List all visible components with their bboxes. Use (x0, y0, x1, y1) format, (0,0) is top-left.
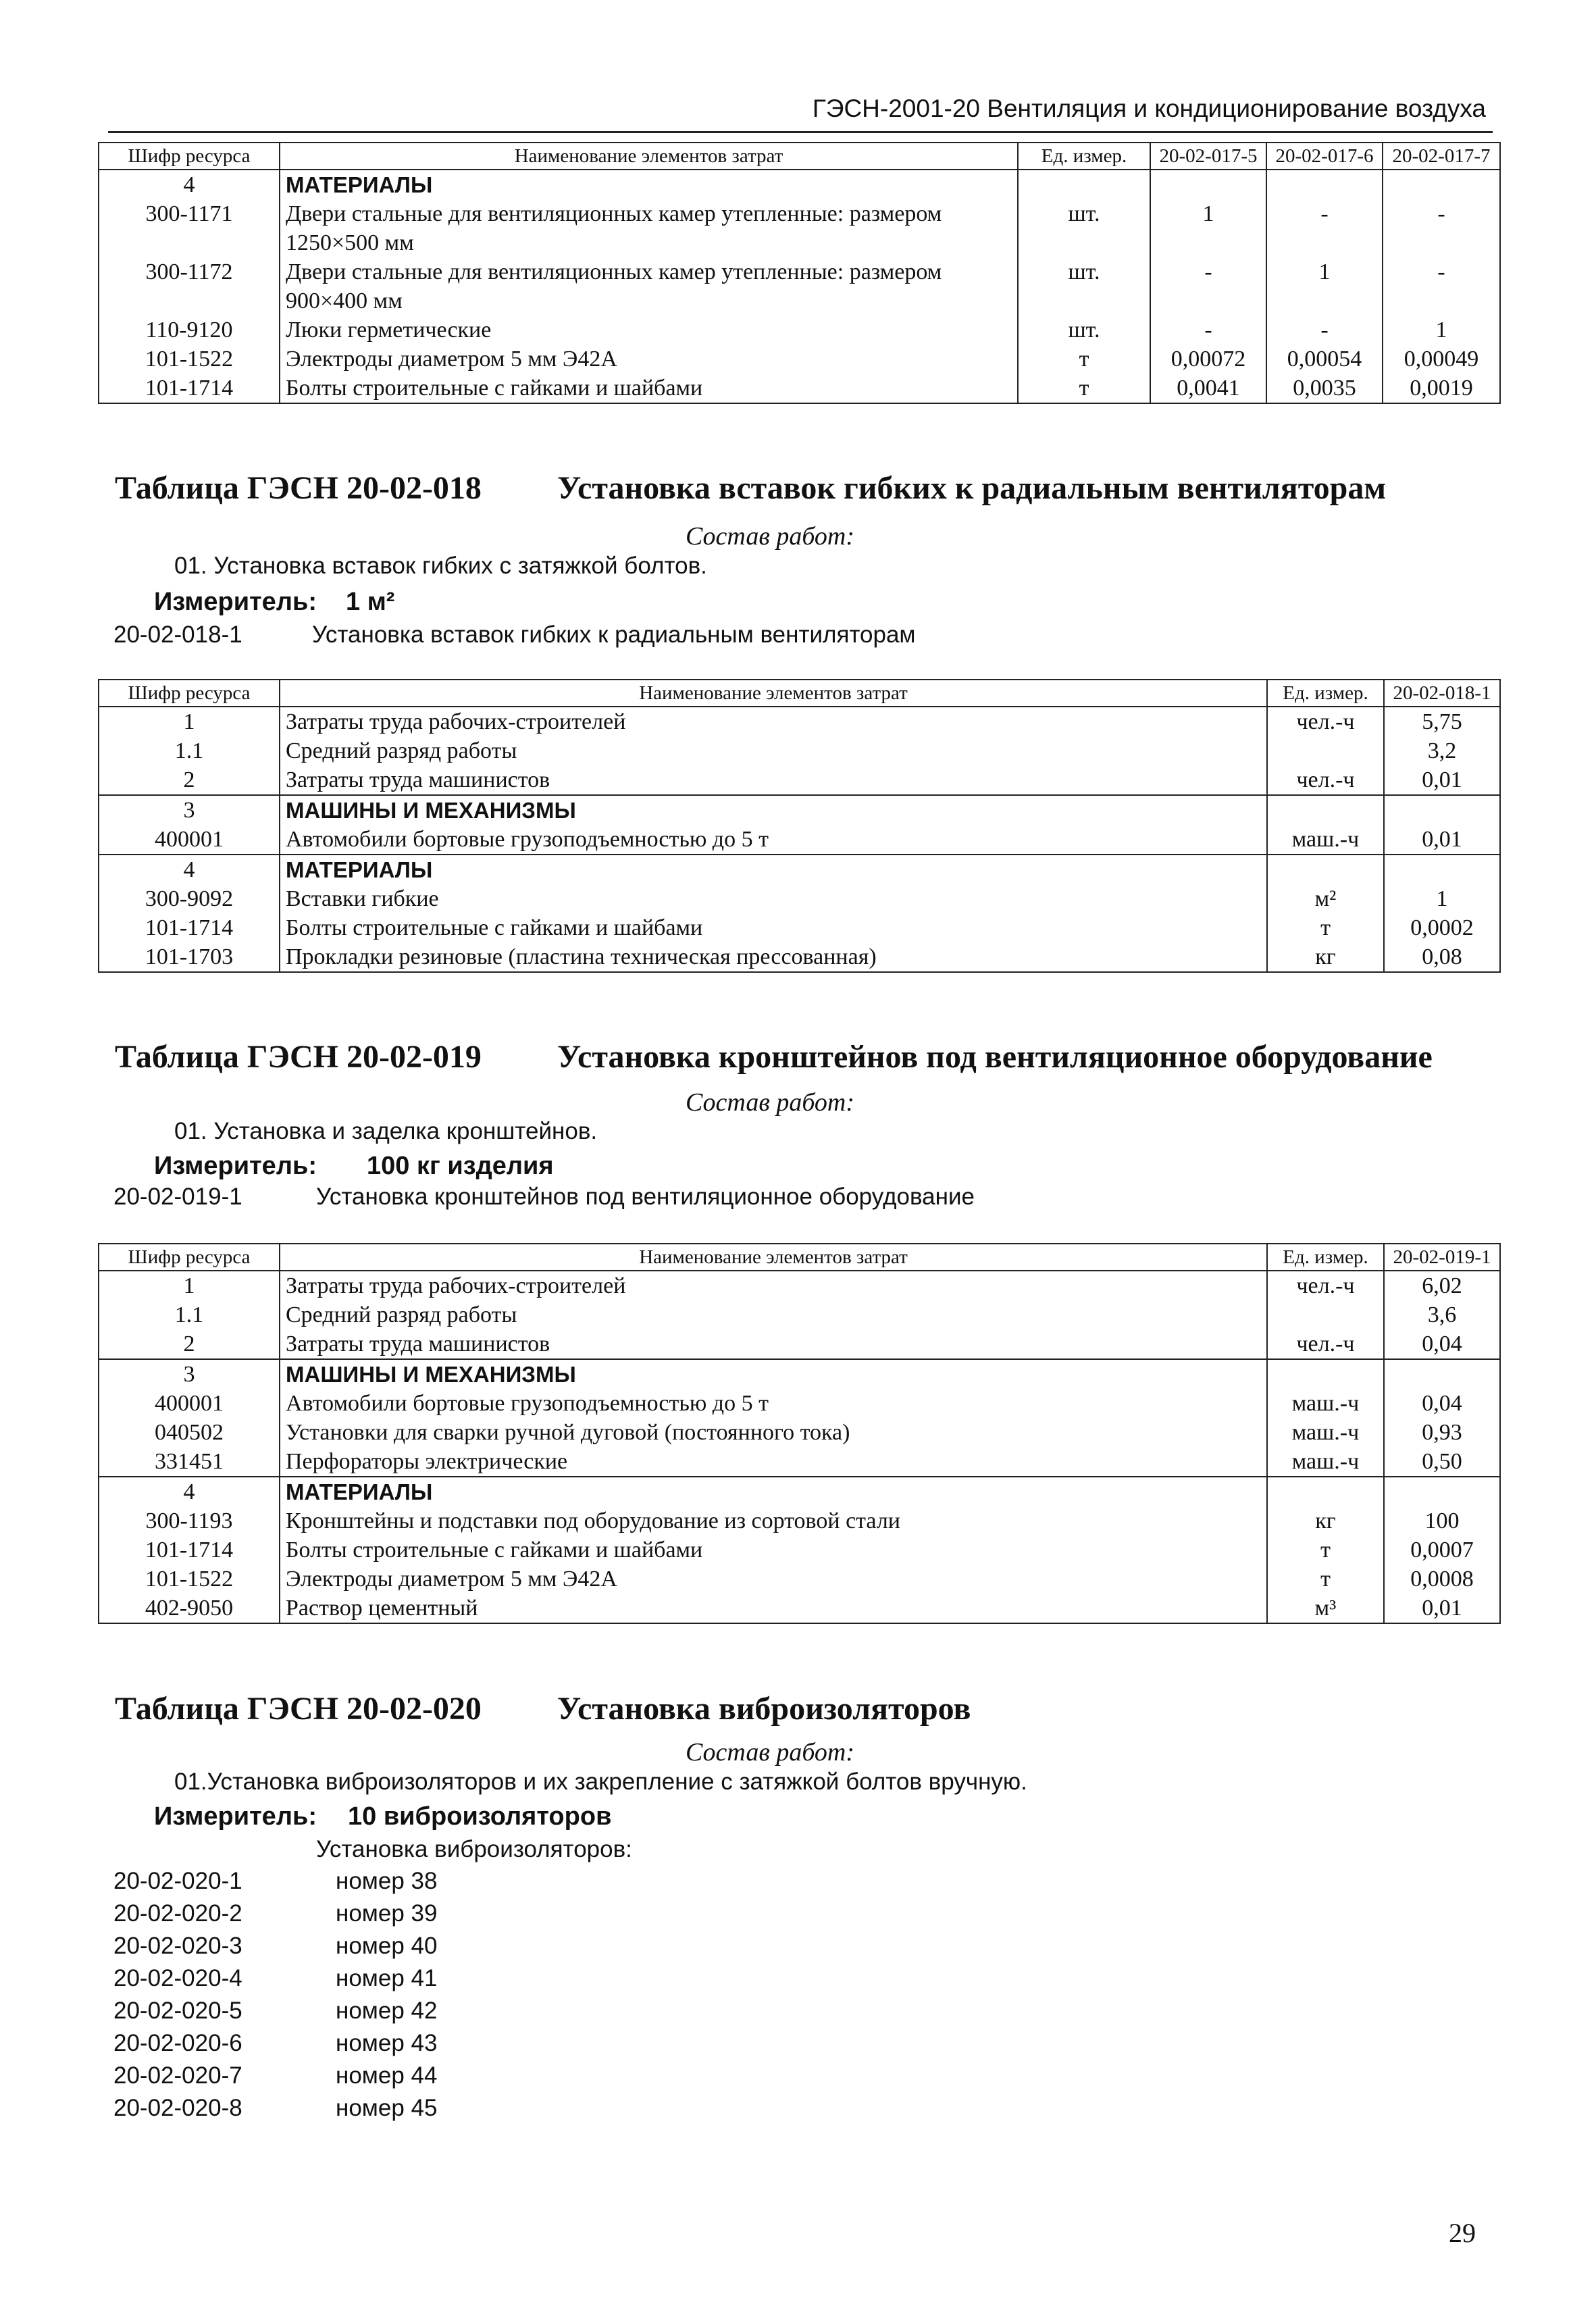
unit: шт. (1018, 199, 1150, 257)
unit: шт. (1018, 257, 1150, 315)
table-title-number: Таблица ГЭСН 20-02-020 (115, 1691, 482, 1727)
resource-name: Болты строительные с гайками и шайбами (280, 374, 1018, 403)
resource-code: 110-9120 (99, 315, 280, 345)
norm-value: - (1150, 315, 1266, 345)
unit: кг (1267, 1506, 1384, 1535)
column-header-unit: Ед. измер. (1018, 143, 1150, 170)
norm-code: 20-02-018-1 (113, 621, 242, 648)
table-body (99, 707, 1500, 972)
resource-name: Перфораторы электрические (280, 1447, 1267, 1477)
unit: т (1018, 345, 1150, 374)
resource-name: Автомобили бортовые грузоподъемностью до 5 т (280, 825, 1267, 855)
table-row (99, 942, 1500, 972)
norm-code: 20-02-020-2 (113, 1900, 242, 1927)
unit: чел.-ч (1267, 1271, 1384, 1300)
section-heading: МАТЕРИАЛЫ (280, 855, 1267, 884)
table-title-number: Таблица ГЭСН 20-02-019 (115, 1039, 482, 1075)
norm-value: 0,0008 (1384, 1565, 1500, 1594)
resource-name: Кронштейны и подставки под оборудование из сортовой стали (280, 1506, 1267, 1535)
unit: чел.-ч (1267, 707, 1384, 736)
norm-code: 20-02-020-3 (113, 1933, 242, 1959)
column-header-name: Наименование элементов затрат (280, 1244, 1267, 1271)
column-header-norm: 20-02-017-5 (1150, 143, 1266, 170)
work-item: 01. Установка и заделка кронштейнов. (174, 1118, 598, 1144)
table-title-name: Установка вставок гибких к радиальным вентиляторам (557, 470, 1387, 506)
column-header-unit: Ед. измер. (1267, 1244, 1384, 1271)
norm-name: номер 42 (336, 1998, 438, 2024)
norm-name: Установка кронштейнов под вентиляционное оборудование (316, 1184, 975, 1210)
unit (1267, 1300, 1384, 1329)
norm-value: 0,50 (1384, 1447, 1500, 1477)
resource-name: Болты строительные с гайками и шайбами (280, 913, 1267, 942)
norm-code: 20-02-020-1 (113, 1868, 242, 1894)
resource-code: 300-1172 (99, 257, 280, 315)
table-section-row (99, 855, 1500, 884)
column-header-code: Шифр ресурса (99, 1244, 280, 1271)
list-title: Установка виброизоляторов: (316, 1836, 632, 1862)
unit: т (1267, 1565, 1384, 1594)
norm-value: - (1383, 257, 1500, 315)
norm-value (1384, 1359, 1500, 1389)
unit (1018, 170, 1150, 199)
table-section-row (99, 1477, 1500, 1506)
table-row (99, 1418, 1500, 1447)
unit: шт. (1018, 315, 1150, 345)
unit (1267, 736, 1384, 765)
table-20-02-017 (98, 142, 1501, 404)
resource-code: 1.1 (99, 736, 280, 765)
table-row (99, 345, 1500, 374)
resource-name: Электроды диаметром 5 мм Э42А (280, 1565, 1267, 1594)
norm-name: номер 39 (336, 1900, 438, 1927)
page-number: 29 (1449, 2218, 1476, 2248)
norm-value (1266, 170, 1383, 199)
resource-code: 3 (99, 795, 280, 825)
measure-label: Измеритель: (154, 588, 317, 616)
unit (1267, 855, 1384, 884)
norm-value: 0,0041 (1150, 374, 1266, 403)
section-heading: МАШИНЫ И МЕХАНИЗМЫ (280, 1359, 1267, 1389)
norm-value: 0,04 (1384, 1389, 1500, 1418)
norm-value: 0,00054 (1266, 345, 1383, 374)
resource-name: Электроды диаметром 5 мм Э42А (280, 345, 1018, 374)
resource-code: 1 (99, 1271, 280, 1300)
table-row (99, 825, 1500, 855)
work-item: 01.Установка виброизоляторов и их закрепление с затяжкой болтов вручную. (174, 1769, 1027, 1795)
resource-code: 101-1522 (99, 1565, 280, 1594)
table-title-name: Установка кронштейнов под вентиляционное оборудование (557, 1039, 1433, 1075)
table-row (99, 1300, 1500, 1329)
work-composition-label: Состав работ: (685, 522, 855, 551)
section-heading: МАТЕРИАЛЫ (280, 170, 1018, 199)
table-row (99, 1447, 1500, 1477)
work-composition-label: Состав работ: (685, 1738, 855, 1766)
table-row (99, 257, 1500, 315)
table-row (99, 913, 1500, 942)
norm-value: - (1266, 199, 1383, 257)
resource-name: Автомобили бортовые грузоподъемностью до 5 т (280, 1389, 1267, 1418)
resource-code: 4 (99, 1477, 280, 1506)
norm-value (1383, 170, 1500, 199)
norm-value: 0,0007 (1384, 1535, 1500, 1565)
resource-name: Средний разряд работы (280, 736, 1267, 765)
column-header-name: Наименование элементов затрат (280, 680, 1267, 707)
resource-code: 4 (99, 170, 280, 199)
resource-code: 101-1522 (99, 345, 280, 374)
norm-name: номер 43 (336, 2030, 438, 2056)
norm-code: 20-02-020-8 (113, 2095, 242, 2121)
resource-code: 1.1 (99, 1300, 280, 1329)
header-rule (108, 131, 1493, 133)
table-row (99, 1389, 1500, 1418)
column-header-norm: 20-02-019-1 (1384, 1244, 1500, 1271)
norm-value: 6,02 (1384, 1271, 1500, 1300)
work-composition-label: Состав работ: (685, 1088, 855, 1117)
column-header-norm: 20-02-017-6 (1266, 143, 1383, 170)
norm-name: номер 41 (336, 1965, 438, 1991)
resource-name: Двери стальные для вентиляционных камер утепленные: размером 1250×500 мм (280, 199, 1018, 257)
norm-value: - (1150, 257, 1266, 315)
table-title-number: Таблица ГЭСН 20-02-018 (115, 470, 482, 506)
norm-name: Установка вставок гибких к радиальным вентиляторам (312, 621, 916, 648)
resource-name: Установки для сварки ручной дуговой (постоянного тока) (280, 1418, 1267, 1447)
unit: м³ (1267, 1594, 1384, 1623)
table-title-name: Установка виброизоляторов (557, 1691, 971, 1727)
resource-name: Раствор цементный (280, 1594, 1267, 1623)
norm-value: 1 (1383, 315, 1500, 345)
norm-value: 0,01 (1384, 825, 1500, 855)
resource-name: Вставки гибкие (280, 884, 1267, 913)
norm-code: 20-02-020-5 (113, 1998, 242, 2024)
norm-code: 20-02-020-7 (113, 2062, 242, 2089)
running-header: ГЭСН-2001-20 Вентиляция и кондиционирование воздуха (812, 95, 1486, 122)
table-section-row (99, 1359, 1500, 1389)
resource-code: 101-1714 (99, 1535, 280, 1565)
unit: чел.-ч (1267, 765, 1384, 795)
resource-name: Затраты труда рабочих-строителей (280, 707, 1267, 736)
table-row (99, 1535, 1500, 1565)
table-row (99, 707, 1500, 736)
table-20-02-018 (98, 679, 1501, 973)
measure-label: Измеритель: (154, 1152, 317, 1180)
norm-value: - (1266, 315, 1383, 345)
resource-name: Затраты труда машинистов (280, 1329, 1267, 1359)
resource-code: 101-1714 (99, 913, 280, 942)
norm-name: номер 44 (336, 2062, 438, 2089)
norm-value: 0,93 (1384, 1418, 1500, 1447)
resource-code: 300-1193 (99, 1506, 280, 1535)
table-section-row (99, 170, 1500, 199)
norm-value: 100 (1384, 1506, 1500, 1535)
norm-value: 1 (1150, 199, 1266, 257)
unit (1267, 795, 1384, 825)
section-heading: МАШИНЫ И МЕХАНИЗМЫ (280, 795, 1267, 825)
column-header-code: Шифр ресурса (99, 143, 280, 170)
norm-name: номер 45 (336, 2095, 438, 2121)
resource-name: Прокладки резиновые (пластина техническая прессованная) (280, 942, 1267, 972)
resource-name: Болты строительные с гайками и шайбами (280, 1535, 1267, 1565)
measure-value: 1 м² (346, 588, 395, 616)
resource-code: 400001 (99, 1389, 280, 1418)
norm-value: 0,00072 (1150, 345, 1266, 374)
table-row (99, 884, 1500, 913)
resource-code: 2 (99, 1329, 280, 1359)
unit: кг (1267, 942, 1384, 972)
norm-code: 20-02-019-1 (113, 1184, 242, 1210)
resource-name: Двери стальные для вентиляционных камер утепленные: размером 900×400 мм (280, 257, 1018, 315)
norm-value (1384, 855, 1500, 884)
norm-value: 0,0019 (1383, 374, 1500, 403)
column-header-unit: Ед. измер. (1267, 680, 1384, 707)
norm-value: 0,04 (1384, 1329, 1500, 1359)
measure-value: 10 виброизоляторов (348, 1802, 612, 1831)
table-row (99, 1271, 1500, 1300)
norm-value: 0,0002 (1384, 913, 1500, 942)
norm-value: 1 (1384, 884, 1500, 913)
resource-name: Люки герметические (280, 315, 1018, 345)
norm-value (1384, 1477, 1500, 1506)
table-row (99, 374, 1500, 403)
table-row (99, 765, 1500, 795)
norm-name: номер 40 (336, 1933, 438, 1959)
unit: маш.-ч (1267, 825, 1384, 855)
norm-value: 0,0035 (1266, 374, 1383, 403)
section-heading: МАТЕРИАЛЫ (280, 1477, 1267, 1506)
resource-code: 331451 (99, 1447, 280, 1477)
measure-label: Измеритель: (154, 1802, 317, 1831)
norm-value: 0,00049 (1383, 345, 1500, 374)
norm-code: 20-02-020-4 (113, 1965, 242, 1991)
norm-value (1150, 170, 1266, 199)
resource-code: 300-9092 (99, 884, 280, 913)
work-item: 01. Установка вставок гибких с затяжкой болтов. (174, 553, 707, 579)
table-row (99, 1329, 1500, 1359)
norm-value: 5,75 (1384, 707, 1500, 736)
table-row (99, 315, 1500, 345)
table-section-row (99, 795, 1500, 825)
norm-name: номер 38 (336, 1868, 438, 1894)
resource-code: 1 (99, 707, 280, 736)
resource-code: 101-1714 (99, 374, 280, 403)
norm-value (1384, 795, 1500, 825)
resource-code: 402-9050 (99, 1594, 280, 1623)
norm-value: 3,2 (1384, 736, 1500, 765)
resource-name: Затраты труда машинистов (280, 765, 1267, 795)
unit: т (1267, 1535, 1384, 1565)
unit: м² (1267, 884, 1384, 913)
table-body (99, 1271, 1500, 1623)
norm-value: 0,08 (1384, 942, 1500, 972)
unit (1267, 1477, 1384, 1506)
unit: маш.-ч (1267, 1447, 1384, 1477)
norm-value: 0,01 (1384, 765, 1500, 795)
resource-code: 4 (99, 855, 280, 884)
resource-code: 040502 (99, 1418, 280, 1447)
table-20-02-019 (98, 1243, 1501, 1624)
table-row (99, 1506, 1500, 1535)
unit: чел.-ч (1267, 1329, 1384, 1359)
table-row (99, 1565, 1500, 1594)
norm-value: - (1383, 199, 1500, 257)
measure-value: 100 кг изделия (367, 1152, 554, 1180)
table-row (99, 1594, 1500, 1623)
column-header-norm: 20-02-017-7 (1383, 143, 1500, 170)
resource-code: 101-1703 (99, 942, 280, 972)
norm-value: 3,6 (1384, 1300, 1500, 1329)
resource-name: Затраты труда рабочих-строителей (280, 1271, 1267, 1300)
column-header-name: Наименование элементов затрат (280, 143, 1018, 170)
norm-code: 20-02-020-6 (113, 2030, 242, 2056)
resource-code: 3 (99, 1359, 280, 1389)
resource-code: 2 (99, 765, 280, 795)
unit: т (1018, 374, 1150, 403)
norm-value: 1 (1266, 257, 1383, 315)
table-row (99, 199, 1500, 257)
table-body (99, 170, 1500, 403)
unit: т (1267, 913, 1384, 942)
unit (1267, 1359, 1384, 1389)
resource-code: 300-1171 (99, 199, 280, 257)
column-header-norm: 20-02-018-1 (1384, 680, 1500, 707)
resource-name: Средний разряд работы (280, 1300, 1267, 1329)
column-header-code: Шифр ресурса (99, 680, 280, 707)
unit: маш.-ч (1267, 1389, 1384, 1418)
table-row (99, 736, 1500, 765)
norm-value: 0,01 (1384, 1594, 1500, 1623)
resource-code: 400001 (99, 825, 280, 855)
unit: маш.-ч (1267, 1418, 1384, 1447)
